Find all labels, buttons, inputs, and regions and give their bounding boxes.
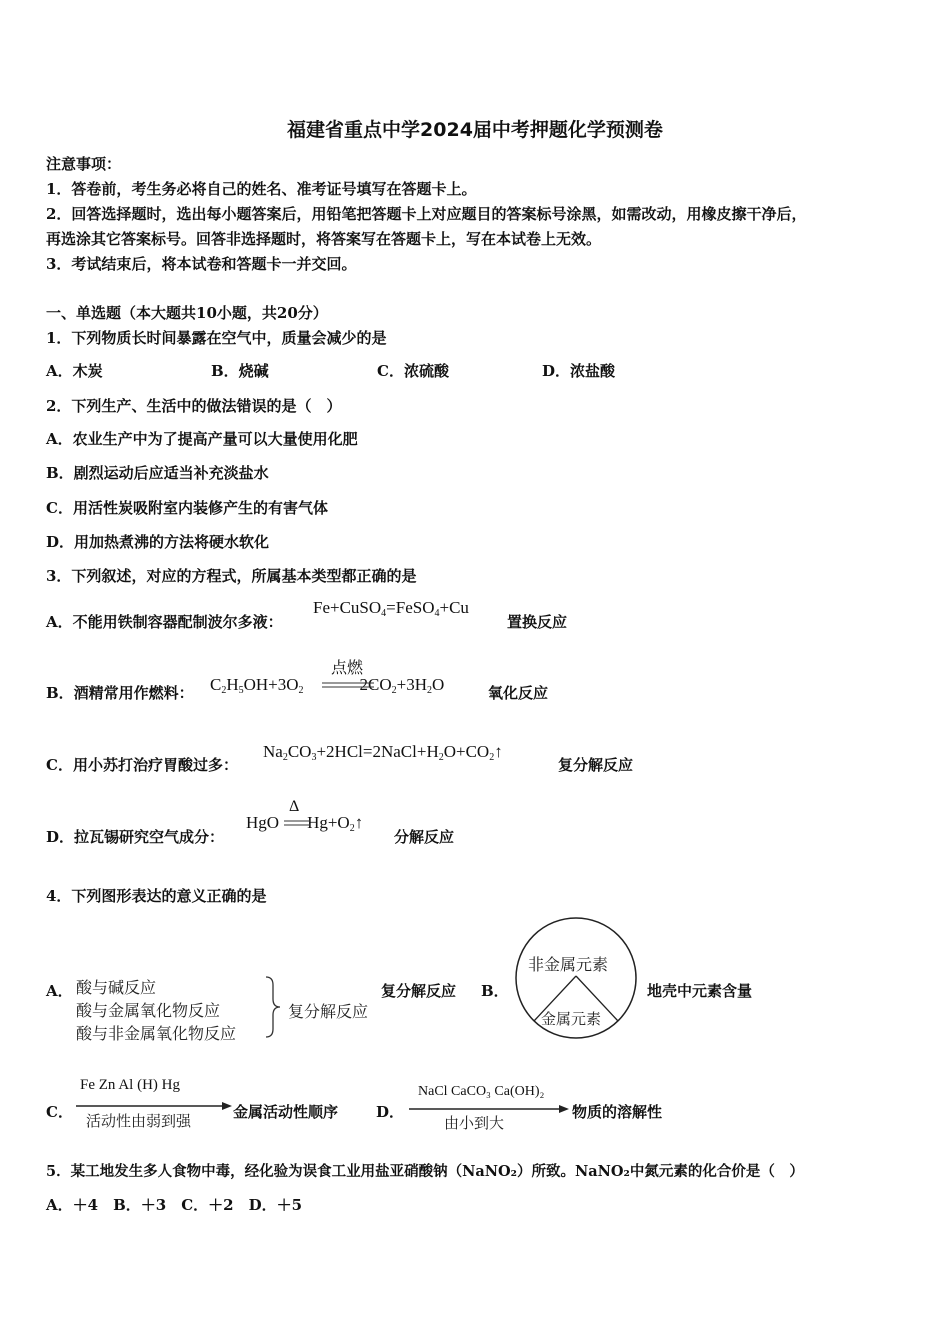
q2-option-a: A．农业生产中为了提高产量可以大量使用化肥	[46, 430, 358, 448]
q3-option-b-equals-sign	[322, 682, 374, 688]
q3-option-a-label: A．不能用铁制容器配制波尔多液：	[46, 613, 283, 631]
q3-option-d-equation: HgO $Hg+O_2↑$	[246, 813, 364, 834]
q4-option-d-compounds: NaCl CaCO₃ Ca(OH)₂	[418, 1084, 545, 1099]
q4-option-d-arrow-label: 由小到大	[444, 1114, 505, 1132]
q3-option-b-label: B．酒精常用作燃料：	[46, 684, 194, 702]
notice-item-3: 3．考试结束后，将本试卷和答题卡一并交回。	[46, 255, 357, 273]
q3-option-b-condition: 点燃	[331, 660, 364, 677]
page-title: 福建省重点中学2024届中考押题化学预测卷	[287, 119, 663, 141]
q4-option-a-line-2: 酸与金属氧化物反应	[76, 1001, 221, 1020]
q4-option-c-type: 金属活动性顺序	[233, 1103, 339, 1121]
q3-option-c-equation: $Na_2CO_3+2HCl=2NaCl+H_2O+CO_2↑$	[263, 742, 503, 763]
q4-option-b-type: 地壳中元素含量	[647, 982, 753, 1000]
q2-stem: 2．下列生产、生活中的做法错误的是（ ）	[46, 397, 342, 415]
section-heading: 一、单选题（本大题共10小题，共20分）	[46, 304, 328, 322]
q5-stem: 5．某工地发生多人食物中毒，经化验为误食工业用盐亚硝酸钠（NaNO₂）所致。NaNO₂中氮元素的化合价是（ ）	[46, 1163, 804, 1180]
q4-option-c-label: C．	[46, 1103, 73, 1121]
q5-options: A．＋4 B．＋3 C．＋2 D．＋5	[46, 1196, 303, 1214]
q3-option-b-equation: $C_2H_5OH+3O_2$ $2CO_2+3H_2O$	[210, 675, 445, 696]
q4-option-a-line-3: 酸与非金属氧化物反应	[76, 1024, 237, 1043]
q2-option-c: C．用活性炭吸附室内装修产生的有害气体	[46, 499, 328, 517]
q3-stem: 3．下列叙述，对应的方程式，所属基本类型都正确的是	[46, 567, 417, 585]
q4-option-a-brace-text: 复分解反应	[288, 1002, 369, 1021]
q1-option-a: A．木炭	[46, 362, 103, 380]
q4-option-a-type: 复分解反应	[381, 982, 457, 1000]
q4-option-a-line-1: 酸与碱反应	[76, 978, 157, 997]
q4-option-c-arrow-label: 活动性由弱到强	[86, 1112, 192, 1130]
q3-option-d-type: 分解反应	[394, 828, 455, 846]
q3-option-a-type: 置换反应	[507, 613, 568, 631]
q3-option-c-label: C．用小苏打治疗胃酸过多：	[46, 756, 238, 774]
q3-option-b-type: 氧化反应	[488, 684, 549, 702]
q1-option-b: B．烧碱	[211, 362, 269, 380]
notice-heading: 注意事项：	[46, 155, 122, 173]
q4-option-b-label: B．	[481, 982, 509, 1000]
q3-option-d-equals-sign	[284, 820, 310, 826]
q1-stem: 1．下列物质长时间暴露在空气中，质量会减少的是	[46, 329, 387, 347]
q4-stem: 4．下列图形表达的意义正确的是	[46, 887, 267, 905]
q4-option-a-label: A．	[46, 982, 73, 1000]
notice-item-2-line-2: 再选涂其它答案标号。回答非选择题时，将答案写在答题卡上，写在本试卷上无效。	[46, 230, 602, 248]
q4-option-b-top-label: 非金属元素	[528, 955, 609, 974]
q1-option-c: C．浓硫酸	[377, 362, 449, 380]
q4-option-a-brace	[264, 975, 282, 1039]
q1-option-d: D．浓盐酸	[542, 362, 616, 380]
q2-option-b: B．剧烈运动后应适当补充淡盐水	[46, 464, 269, 482]
q3-option-c-type: 复分解反应	[558, 756, 634, 774]
q4-option-d-label: D．	[376, 1103, 405, 1121]
q3-option-d-label: D．拉瓦锡研究空气成分：	[46, 828, 225, 846]
q4-option-b-bottom-label: 金属元素	[541, 1010, 602, 1028]
q3-option-d-condition: Δ	[289, 798, 300, 815]
q4-option-c-metals: Fe Zn Al (H) Hg	[80, 1077, 180, 1093]
q2-option-d: D．用加热煮沸的方法将硬水软化	[46, 533, 270, 551]
notice-item-2-line-1: 2．回答选择题时，选出每小题答案后，用铅笔把答题卡上对应题目的答案标号涂黑，如需改动，用橡皮擦干净后，	[46, 205, 807, 223]
notice-item-1: 1．答卷前，考生务必将自己的姓名、准考证号填写在答题卡上。	[46, 180, 477, 198]
q4-option-d-type: 物质的溶解性	[572, 1103, 663, 1121]
q3-option-a-equation: Fe+CuSO$_4$=FeSO$_4$+Cu	[313, 598, 469, 619]
